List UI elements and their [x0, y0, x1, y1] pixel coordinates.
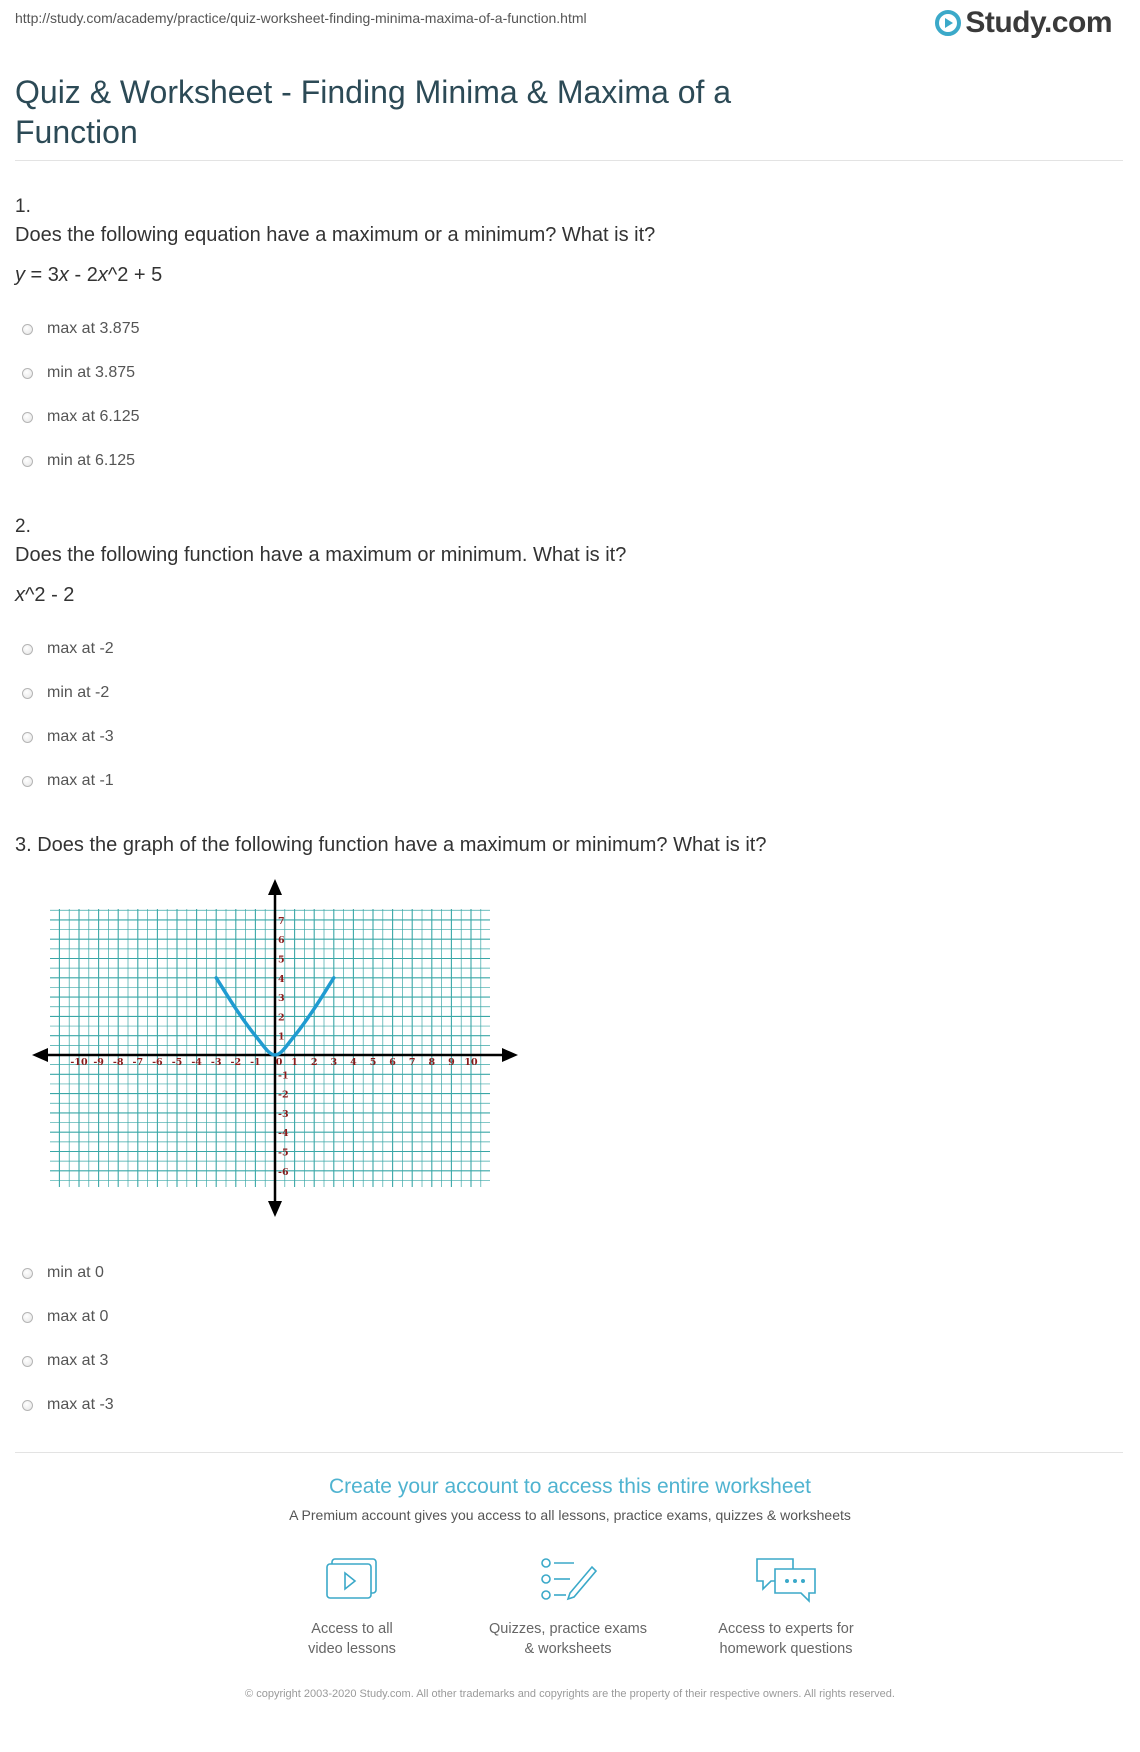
- y-tick-label: -6: [278, 1166, 289, 1178]
- cta-subtitle: A Premium account gives you access to all lessons, practice exams, quizzes & worksheets: [289, 1507, 851, 1523]
- radio-button[interactable]: [22, 324, 33, 335]
- q1-option-2[interactable]: [22, 364, 135, 382]
- eq-part: = 3: [25, 264, 59, 286]
- option-label: max at -3: [47, 728, 114, 745]
- y-tick-label: -4: [278, 1128, 289, 1140]
- copyright-text: © copyright 2003-2020 Study.com. All other trademarks and copyrights are the property of their respective owners. All rights reserved.: [245, 1688, 895, 1700]
- question-1-number: 1.: [15, 196, 31, 217]
- feature-experts: [676, 1555, 896, 1659]
- y-tick-label: 4: [278, 973, 285, 985]
- y-tick-label: -5: [278, 1147, 289, 1159]
- radio-button[interactable]: [22, 456, 33, 467]
- feature-label-line: Quizzes, practice exams: [489, 1621, 647, 1637]
- x-tick-label: -8: [112, 1057, 124, 1068]
- y-tick-label: 5: [278, 954, 285, 966]
- y-tick-label: -1: [278, 1070, 289, 1082]
- chat-bubbles-icon: [753, 1555, 819, 1605]
- quiz-list-icon: [536, 1555, 600, 1605]
- radio-button[interactable]: [22, 1268, 33, 1279]
- feature-quizzes: [458, 1555, 678, 1659]
- q2-option-3[interactable]: [22, 728, 114, 746]
- q3-option-3[interactable]: [22, 1352, 108, 1370]
- title-divider: [15, 160, 1123, 161]
- x-tick-label: 8: [428, 1057, 436, 1068]
- q1-option-1[interactable]: [22, 320, 140, 338]
- x-tick-label: 3: [330, 1057, 338, 1068]
- feature-label-line: & worksheets: [524, 1641, 612, 1657]
- feature-label-line: Access to experts for: [718, 1621, 854, 1637]
- cta-divider: [15, 1452, 1123, 1453]
- parabola-graph: [30, 875, 520, 1220]
- option-label: max at -3: [47, 1396, 114, 1413]
- eq-part: ^2 - 2: [25, 584, 75, 606]
- x-tick-label: -5: [171, 1057, 183, 1068]
- x-tick-label: 1: [291, 1057, 298, 1068]
- option-label: max at -1: [47, 772, 114, 789]
- play-circle-icon: [935, 10, 961, 36]
- eq-var: x: [58, 264, 69, 286]
- eq-part: ^2 + 5: [107, 264, 163, 286]
- x-tick-label: 0: [275, 1057, 283, 1068]
- x-tick-label: 9: [448, 1057, 455, 1068]
- y-tick-label: -3: [278, 1108, 289, 1120]
- option-label: max at 0: [47, 1308, 109, 1325]
- x-tick-label: -3: [210, 1057, 222, 1068]
- page-title: Quiz & Worksheet - Finding Minima & Maxima of a Function: [15, 74, 732, 150]
- x-axis-arrow-left: [32, 1048, 48, 1062]
- radio-button[interactable]: [22, 688, 33, 699]
- video-lesson-icon: [322, 1555, 382, 1605]
- question-2-equation: [15, 584, 74, 607]
- radio-button[interactable]: [22, 776, 33, 787]
- question-1-text: Does the following equation have a maximum or a minimum? What is it?: [15, 224, 656, 246]
- question-2-text: Does the following function have a maximum or minimum. What is it?: [15, 544, 627, 566]
- eq-var: y: [15, 264, 25, 286]
- x-tick-label: -10: [70, 1057, 88, 1068]
- radio-button[interactable]: [22, 1312, 33, 1323]
- cta-title-link[interactable]: Create your account to access this entire worksheet: [328, 1475, 812, 1498]
- option-label: max at 6.125: [47, 408, 140, 425]
- question-2-number: 2.: [15, 516, 31, 537]
- radio-button[interactable]: [22, 412, 33, 423]
- x-tick-label: -4: [191, 1057, 202, 1068]
- option-label: min at -2: [47, 684, 110, 701]
- q3-option-1[interactable]: [22, 1264, 104, 1282]
- page-url: http://study.com/academy/practice/quiz-worksheet-finding-minima-maxima-of-a-function.html: [15, 10, 587, 26]
- q2-option-4[interactable]: [22, 772, 114, 790]
- y-tick-label: 6: [278, 935, 285, 947]
- q3-option-4[interactable]: [22, 1396, 114, 1414]
- y-tick-label: -2: [278, 1089, 289, 1101]
- feature-label-line: homework questions: [719, 1641, 853, 1657]
- y-tick-label: 1: [278, 1031, 285, 1043]
- study-logo[interactable]: [935, 6, 1112, 40]
- eq-var: x: [15, 584, 25, 606]
- x-tick-label: 7: [408, 1057, 416, 1068]
- y-tick-label: 2: [278, 1012, 285, 1024]
- x-tick-label: -9: [93, 1057, 104, 1068]
- y-tick-label: 3: [278, 993, 285, 1005]
- radio-button[interactable]: [22, 368, 33, 379]
- x-tick-label: 2: [310, 1057, 318, 1068]
- feature-video-lessons: [242, 1555, 462, 1659]
- feature-label-line: Access to all: [311, 1621, 393, 1637]
- q1-option-3[interactable]: [22, 408, 140, 426]
- x-tick-label: 6: [389, 1057, 396, 1068]
- radio-button[interactable]: [22, 732, 33, 743]
- q2-option-2[interactable]: [22, 684, 109, 702]
- x-tick-label: -7: [132, 1057, 144, 1068]
- eq-part: - 2: [68, 264, 98, 286]
- y-tick-label: 7: [278, 915, 285, 927]
- q3-option-2[interactable]: [22, 1308, 108, 1326]
- option-label: min at 6.125: [47, 452, 136, 469]
- radio-button[interactable]: [22, 644, 33, 655]
- radio-button[interactable]: [22, 1356, 33, 1367]
- option-label: max at 3: [47, 1352, 109, 1369]
- x-tick-label: 4: [350, 1057, 357, 1068]
- question-1-equation: [15, 264, 162, 287]
- question-3-text: 3. Does the graph of the following function have a maximum or minimum? What is it?: [15, 834, 767, 856]
- x-tick-label: 10: [464, 1057, 478, 1068]
- x-tick-label: -6: [152, 1057, 163, 1068]
- x-axis-arrow-right: [502, 1048, 518, 1062]
- x-tick-label: 5: [369, 1057, 377, 1068]
- option-label: max at 3.875: [47, 320, 140, 337]
- q1-option-4[interactable]: [22, 452, 135, 470]
- y-axis-arrow-down: [268, 1201, 282, 1217]
- x-tick-label: -1: [250, 1057, 261, 1068]
- option-label: max at -2: [47, 640, 114, 657]
- radio-button[interactable]: [22, 1400, 33, 1411]
- x-tick-label: -2: [230, 1057, 242, 1068]
- eq-var: x: [97, 264, 108, 286]
- y-axis-arrow-up: [268, 879, 282, 895]
- logo-text: Study.com: [965, 6, 1112, 39]
- option-label: min at 3.875: [47, 364, 136, 381]
- feature-label-line: video lessons: [308, 1641, 396, 1657]
- option-label: min at 0: [47, 1264, 104, 1281]
- q2-option-1[interactable]: [22, 640, 114, 658]
